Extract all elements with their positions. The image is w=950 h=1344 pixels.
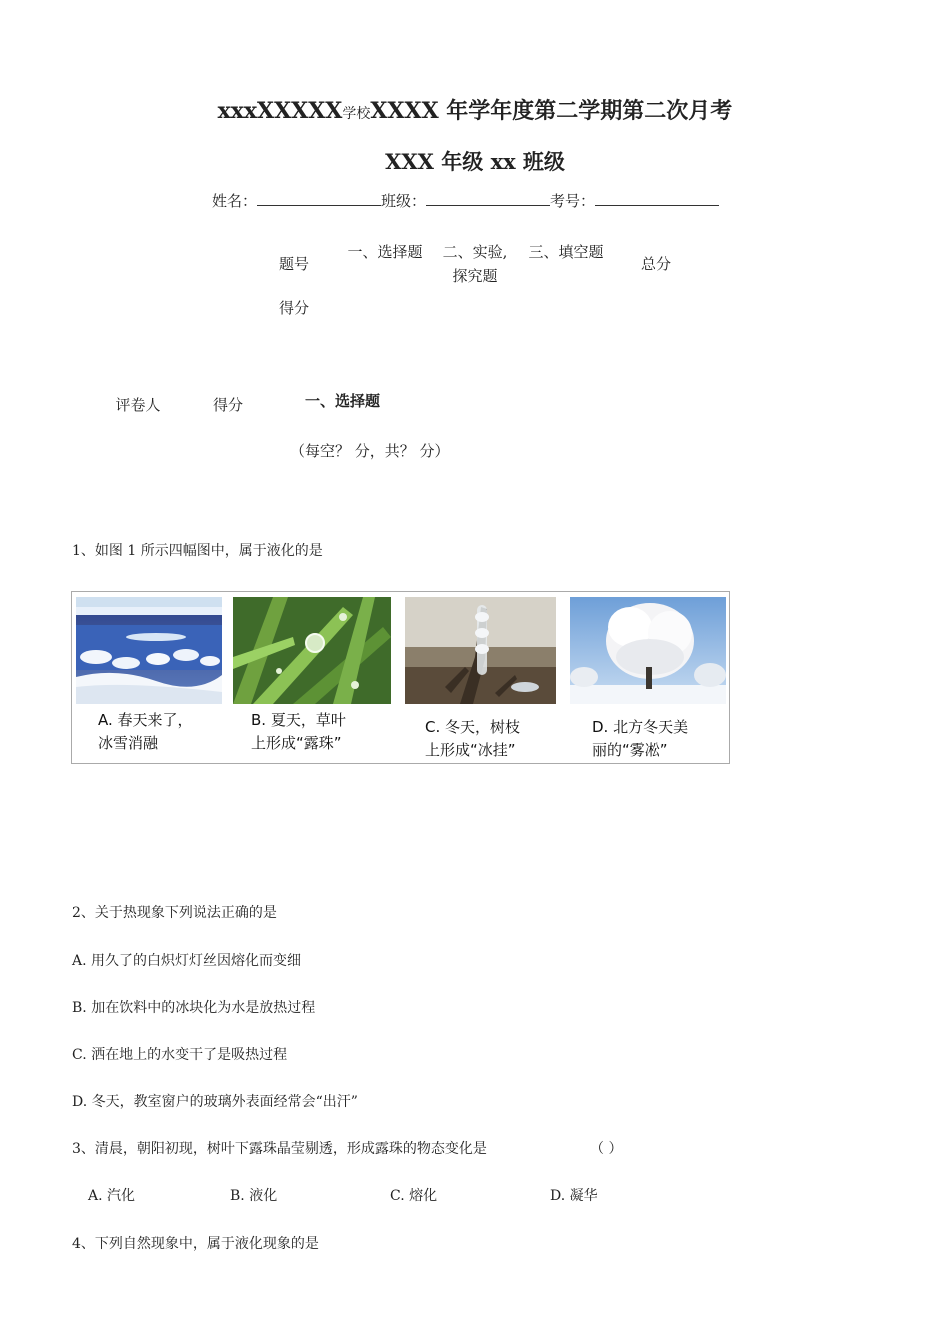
figure-caption-d-line1: D. 北方冬天美	[592, 718, 689, 736]
exam-title-part1: xxxXXXXX	[217, 98, 343, 124]
section-1-title: 一、选择题	[305, 392, 381, 410]
class-field[interactable]	[426, 191, 550, 206]
question-1-figure	[71, 591, 730, 764]
question-4-text: 4、下列自然现象中，属于液化现象的是	[72, 1236, 319, 1252]
score-table-score-label: 得分	[278, 299, 309, 317]
question-3-option-a: A. 汽化	[88, 1188, 136, 1204]
exam-title-part2: XXXX 年学年度第二学期第二次月考	[370, 98, 733, 124]
exam-no-field[interactable]	[595, 191, 719, 206]
name-label: 姓名：	[212, 192, 258, 210]
question-2-option-d: D. 冬天，教室窗户的玻璃外表面经常会“出汗”	[72, 1094, 358, 1110]
figure-caption-d-line2: 丽的“雾凇”	[592, 741, 668, 759]
exam-no-label: 考号：	[550, 192, 596, 210]
exam-title-school: 学校	[342, 106, 371, 122]
dewdrop-grass-photo	[233, 597, 391, 704]
question-2-option-a: A. 用久了的白炽灯灯丝因熔化而变细	[72, 953, 302, 969]
score-table-col-3: 三、填空题	[528, 243, 604, 261]
exam-subtitle: XXX 年级 xx 班级	[385, 149, 565, 174]
rime-tree-photo	[570, 597, 726, 704]
student-info-line	[212, 190, 719, 211]
score-table-col-1: 一、选择题	[347, 243, 423, 261]
score-table-row-header: 题号	[278, 255, 309, 273]
figure-caption-b	[251, 709, 346, 755]
figure-caption-c-line1: C. 冬天，树枝	[425, 718, 521, 736]
figure-caption-a-line1: A. 春天来了，	[98, 711, 193, 729]
exam-title	[0, 94, 950, 125]
figure-caption-c	[425, 716, 520, 762]
score-table-col-2: 二、实验,探究题	[442, 243, 508, 285]
icicle-branch-photo	[405, 597, 556, 704]
figure-caption-c-line2: 上形成“冰挂”	[425, 741, 516, 759]
question-3-option-b: B. 液化	[230, 1188, 278, 1204]
figure-caption-b-line1: B. 夏天，草叶	[251, 711, 346, 729]
score-table-col-4: 总分	[640, 255, 671, 273]
class-label: 班级：	[381, 192, 427, 210]
figure-caption-d	[592, 716, 688, 762]
grader-reviewer-label: 评卷人	[115, 396, 161, 414]
grader-score-label: 得分	[212, 396, 243, 414]
section-1-note: （每空？ 分，共？ 分）	[290, 442, 450, 460]
name-field[interactable]	[257, 191, 381, 206]
question-2-option-c: C. 洒在地上的水变干了是吸热过程	[72, 1047, 288, 1063]
question-3-answer-bracket[interactable]: （ ）	[590, 1141, 623, 1157]
melting-snow-photo	[76, 597, 222, 704]
figure-caption-b-line2: 上形成“露珠”	[251, 734, 342, 752]
question-1-text: 1、如图 1 所示四幅图中，属于液化的是	[72, 543, 323, 559]
question-2-text: 2、关于热现象下列说法正确的是	[72, 905, 277, 921]
figure-caption-a	[98, 709, 193, 755]
question-3-option-d: D. 凝华	[550, 1188, 598, 1204]
figure-caption-a-line2: 冰雪消融	[98, 734, 159, 752]
question-3-text: 3、清晨，朝阳初现，树叶下露珠晶莹剔透，形成露珠的物态变化是	[72, 1141, 487, 1157]
question-3-option-c: C. 熔化	[390, 1188, 438, 1204]
question-2-option-b: B. 加在饮料中的冰块化为水是放热过程	[72, 1000, 316, 1016]
